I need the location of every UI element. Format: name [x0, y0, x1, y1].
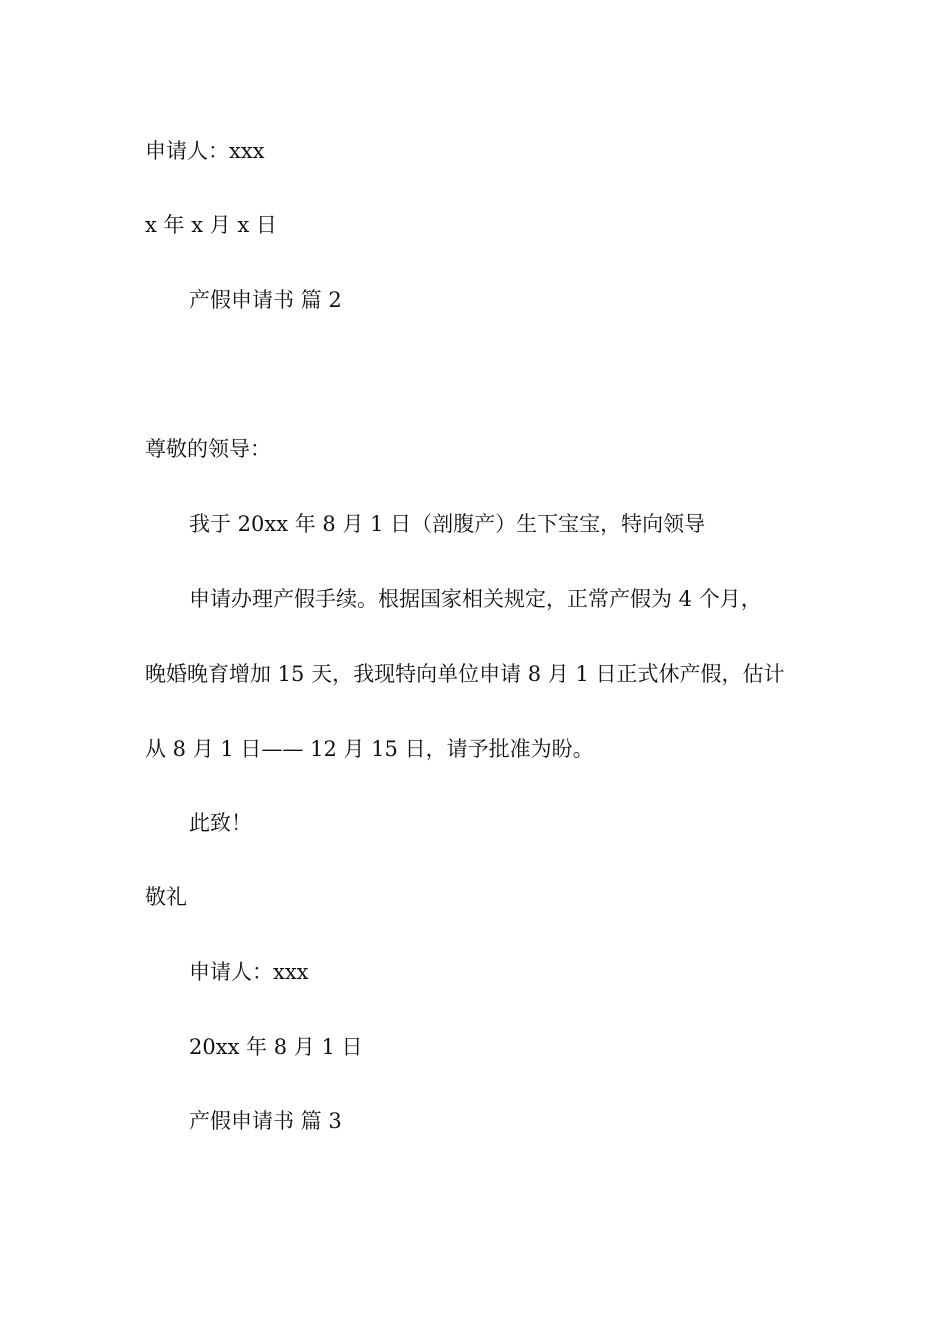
section-heading-2: 产假申请书 篇 2: [189, 288, 342, 312]
applicant-line: 申请人：xxx: [145, 139, 265, 163]
signature-date: 20xx 年 8 月 1 日: [189, 1035, 363, 1059]
body-line-2: 申请办理产假手续。根据国家相关规定，正常产假为 4 个月，: [189, 587, 762, 611]
section-heading-3: 产假申请书 篇 3: [189, 1109, 342, 1133]
salutation: 尊敬的领导：: [145, 437, 271, 461]
body-line-3: 晚婚晚育增加 15 天，我现特向单位申请 8 月 1 日正式休产假，估计: [145, 662, 785, 686]
date-line: x 年 x 月 x 日: [145, 213, 277, 237]
regards-line: 敬礼: [145, 885, 187, 909]
signature-applicant: 申请人：xxx: [189, 960, 309, 984]
closing-line: 此致！: [189, 811, 252, 835]
body-line-4: 从 8 月 1 日—— 12 月 15 日，请予批准为盼。: [145, 737, 594, 761]
body-line-1: 我于 20xx 年 8 月 1 日（剖腹产）生下宝宝，特向领导: [189, 512, 706, 536]
